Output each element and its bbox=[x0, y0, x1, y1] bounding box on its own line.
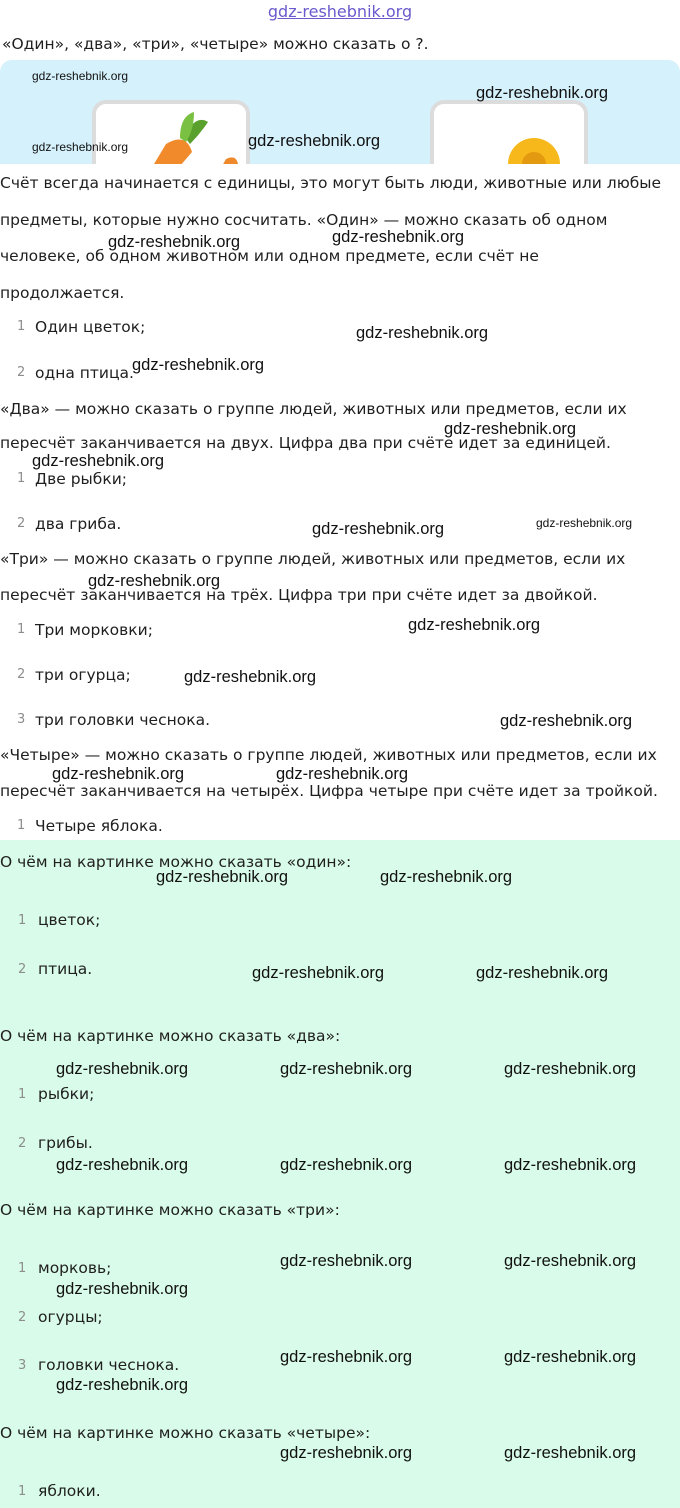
watermark: gdz-reshebnik.org bbox=[32, 69, 129, 83]
paragraph-line: пересчёт заканчивается на трёх. Цифра три при счёте идет за двойкой. bbox=[0, 586, 598, 604]
answer-heading: О чём на картинке можно сказать «четыре»: bbox=[0, 1424, 371, 1442]
watermark: gdz-reshebnik.org bbox=[500, 712, 633, 730]
list-item: три огурца; bbox=[35, 666, 131, 684]
list-item: огурцы; bbox=[38, 1308, 103, 1326]
watermark: gdz-reshebnik.org bbox=[32, 140, 129, 154]
watermark: gdz-reshebnik.org bbox=[108, 233, 241, 251]
list-number: 2 bbox=[17, 667, 26, 682]
watermark: gdz-reshebnik.org bbox=[356, 324, 489, 342]
paragraph-line: продолжается. bbox=[0, 284, 125, 302]
watermark: gdz-reshebnik.org bbox=[504, 1060, 637, 1078]
list-number: 2 bbox=[17, 516, 26, 531]
list-item: Один цветок; bbox=[35, 318, 146, 336]
list-number: 2 bbox=[17, 365, 26, 380]
list-item: Три морковки; bbox=[35, 621, 153, 639]
answer-heading: О чём на картинке можно сказать «три»: bbox=[0, 1201, 340, 1219]
watermark: gdz-reshebnik.org bbox=[56, 1060, 189, 1078]
carrot-picture bbox=[92, 100, 250, 164]
watermark: gdz-reshebnik.org bbox=[504, 1156, 637, 1174]
list-item: морковь; bbox=[38, 1259, 112, 1277]
paragraph-line: «Четыре» — можно сказать о группе людей, животных или предметов, если их bbox=[0, 746, 657, 764]
watermark: gdz-reshebnik.org bbox=[476, 84, 609, 102]
watermark: gdz-reshebnik.org bbox=[132, 356, 265, 374]
watermark: gdz-reshebnik.org bbox=[312, 520, 445, 538]
watermark: gdz-reshebnik.org bbox=[280, 1444, 413, 1462]
answer-heading: О чём на картинке можно сказать «два»: bbox=[0, 1027, 341, 1045]
answer-heading: О чём на картинке можно сказать «один»: bbox=[0, 853, 352, 871]
list-number: 3 bbox=[18, 1358, 27, 1373]
list-item: яблоки. bbox=[38, 1482, 101, 1500]
watermark: gdz-reshebnik.org bbox=[280, 1060, 413, 1078]
question: «Один», «два», «три», «четыре» можно сказать о ?. bbox=[2, 35, 429, 53]
list-item: грибы. bbox=[38, 1134, 93, 1152]
list-number: 1 bbox=[18, 1261, 27, 1276]
list-item: три головки чеснока. bbox=[35, 711, 211, 729]
paragraph-line: Счёт всегда начинается с единицы, это могут быть люди, животные или любые bbox=[0, 174, 662, 192]
list-item: цветок; bbox=[38, 911, 101, 929]
watermark: gdz-reshebnik.org bbox=[504, 1348, 637, 1366]
watermark: gdz-reshebnik.org bbox=[248, 132, 381, 150]
list-item: одна птица. bbox=[35, 364, 134, 382]
list-number: 2 bbox=[18, 962, 27, 977]
list-number: 2 bbox=[18, 1310, 27, 1325]
list-number: 1 bbox=[18, 913, 27, 928]
list-item: головки чеснока. bbox=[38, 1356, 180, 1374]
list-number: 1 bbox=[17, 818, 26, 833]
list-number: 1 bbox=[17, 319, 26, 334]
paragraph-line: «Два» — можно сказать о группе людей, животных или предметов, если их bbox=[0, 400, 627, 418]
sunflower-icon bbox=[434, 104, 584, 164]
list-item: Четыре яблока. bbox=[35, 817, 163, 835]
list-item: Две рыбки; bbox=[35, 470, 128, 488]
watermark: gdz-reshebnik.org bbox=[280, 1156, 413, 1174]
watermark: gdz-reshebnik.org bbox=[56, 1376, 189, 1394]
watermark: gdz-reshebnik.org bbox=[504, 1444, 637, 1462]
watermark: gdz-reshebnik.org bbox=[252, 964, 385, 982]
site-link[interactable]: gdz-reshebnik.org bbox=[267, 2, 413, 21]
watermark: gdz-reshebnik.org bbox=[56, 1156, 189, 1174]
list-number: 1 bbox=[17, 471, 26, 486]
watermark: gdz-reshebnik.org bbox=[280, 1252, 413, 1270]
sunflower-picture bbox=[430, 100, 588, 164]
watermark: gdz-reshebnik.org bbox=[52, 765, 185, 783]
watermark: gdz-reshebnik.org bbox=[276, 765, 409, 783]
watermark: gdz-reshebnik.org bbox=[380, 868, 513, 886]
paragraph-line: человеке, об одном животном или одном предмете, если счёт не bbox=[0, 247, 539, 265]
watermark: gdz-reshebnik.org bbox=[504, 1252, 637, 1270]
watermark: gdz-reshebnik.org bbox=[56, 1280, 189, 1298]
watermark: gdz-reshebnik.org bbox=[32, 452, 165, 470]
paragraph-line: пересчёт заканчивается на двух. Цифра два при счёте идет за единицей. bbox=[0, 434, 611, 452]
watermark: gdz-reshebnik.org bbox=[332, 228, 465, 246]
watermark: gdz-reshebnik.org bbox=[444, 420, 577, 438]
paragraph-line: пересчёт заканчивается на четырёх. Цифра четыре при счёте идет за тройкой. bbox=[0, 782, 658, 800]
list-number: 1 bbox=[18, 1484, 27, 1499]
list-number: 1 bbox=[17, 622, 26, 637]
watermark: gdz-reshebnik.org bbox=[184, 668, 317, 686]
watermark: gdz-reshebnik.org bbox=[156, 868, 289, 886]
watermark: gdz-reshebnik.org bbox=[408, 616, 541, 634]
paragraph-line: «Три» — можно сказать о группе людей, животных или предметов, если их bbox=[0, 550, 626, 568]
list-item: два гриба. bbox=[35, 515, 122, 533]
watermark: gdz-reshebnik.org bbox=[88, 572, 221, 590]
watermark: gdz-reshebnik.org bbox=[536, 516, 633, 530]
list-item: птица. bbox=[38, 960, 93, 978]
list-number: 2 bbox=[18, 1136, 27, 1151]
watermark: gdz-reshebnik.org bbox=[280, 1348, 413, 1366]
watermark: gdz-reshebnik.org bbox=[476, 964, 609, 982]
list-number: 1 bbox=[18, 1087, 27, 1102]
list-number: 3 bbox=[17, 712, 26, 727]
paragraph-line: предметы, которые нужно сосчитать. «Один» — можно сказать об одном bbox=[0, 211, 608, 229]
list-item: рыбки; bbox=[38, 1085, 95, 1103]
carrot-icon bbox=[96, 104, 246, 164]
